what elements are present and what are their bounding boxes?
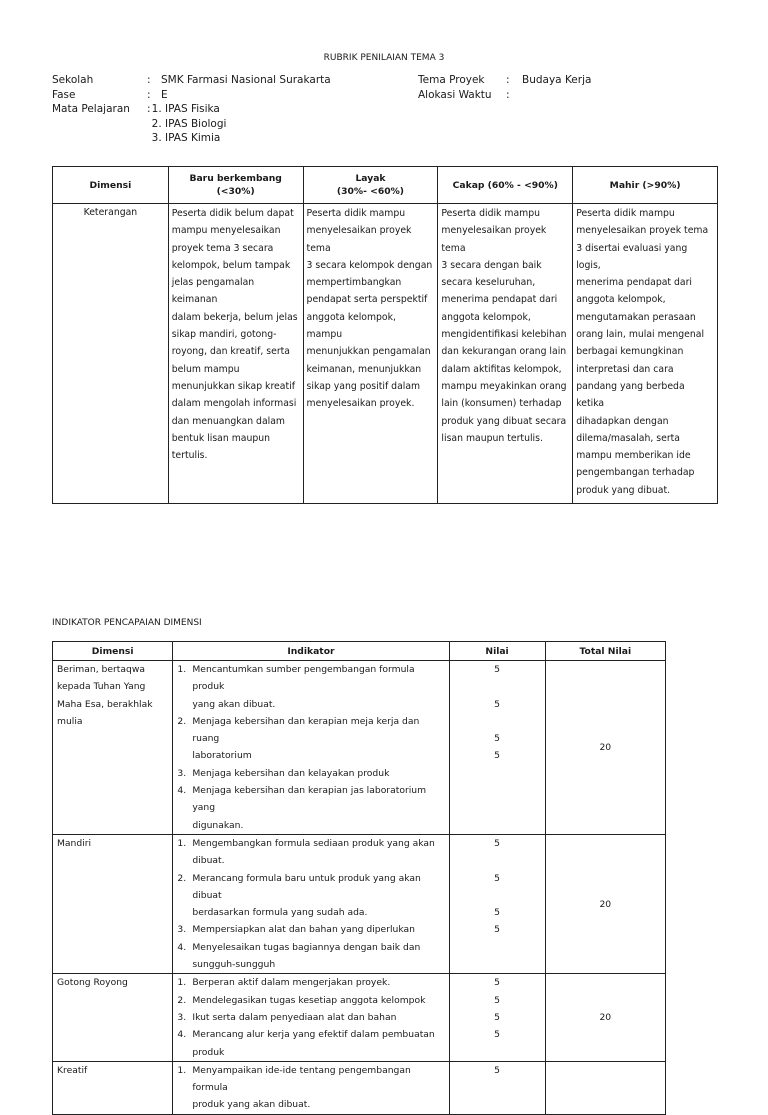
indicator-item-number: 2. (177, 872, 187, 884)
indicator-item-text: berdasarkan formula yang sudah ada. (192, 907, 368, 919)
indicator-item-value: 5 (494, 733, 500, 745)
cell-line: menyelesaikan proyek tema (306, 225, 412, 254)
indicator-list (173, 834, 449, 973)
indicator-item (173, 992, 445, 1009)
cell-line: kelompok, belum tampak (171, 259, 291, 271)
rubric-cell (573, 204, 718, 504)
indicator-item-number: 2. (177, 715, 187, 727)
info-row-mapel (52, 102, 382, 144)
indicator-item-value: 5 (494, 664, 500, 675)
indicator-item-text: dibuat. (192, 855, 225, 867)
colon: : (147, 88, 151, 101)
cell-line: mengidentifikasi kelebihan (441, 329, 567, 341)
rubric-header (303, 167, 438, 204)
dimension-line: Beriman, bertaqwa (57, 664, 145, 675)
indicator-item-text: digunakan. (192, 819, 244, 831)
indicator-item-text: produk (192, 1046, 225, 1058)
indicator-item-text: laboratorium (192, 750, 252, 762)
indicator-item-number: 1. (177, 664, 187, 675)
cell-line: 3 disertai evaluasi yang logis, (576, 242, 688, 271)
colon: : (506, 88, 510, 101)
value-spacer (450, 713, 545, 730)
indicator-item (173, 939, 445, 974)
info-row-alokasi (418, 88, 718, 103)
indicator-item-value: 5 (494, 698, 500, 710)
cell-line: pendapat serta perspektif (306, 294, 428, 306)
cell-line: keimanan, menunjukkan (306, 363, 422, 375)
indicator-header-row (53, 642, 666, 661)
rubric-cell (438, 204, 573, 504)
mapel-list (147, 102, 226, 146)
cell-line: pandang yang berbeda ketika (576, 380, 685, 410)
cell-line: produk yang dibuat. (576, 484, 671, 496)
indicator-item-text: Menjaga kebersihan dan kerapian jas laboratorium yang (192, 785, 427, 814)
info-row-tema (418, 73, 718, 88)
info-label: Alokasi Waktu (418, 88, 492, 101)
indicator-item-text: produk yang akan dibuat. (192, 1099, 311, 1111)
indicator-item (173, 661, 445, 713)
cell-line: Peserta didik mampu (441, 208, 540, 219)
indicator-values (449, 1061, 545, 1114)
rubric-cell (168, 204, 303, 504)
indicator-list (173, 661, 449, 835)
cell-line: royong, dan kreatif, serta (171, 346, 290, 358)
cell-line: menyelesaikan proyek tema (576, 225, 709, 237)
rubric-cell (303, 204, 438, 504)
info-label: Tema Proyek (418, 74, 485, 86)
value-spacer (450, 1079, 545, 1096)
indicator-total: 20 (545, 834, 665, 973)
rubric-header: Cakap (60% - <90%) (438, 167, 573, 204)
colon: : (147, 74, 151, 86)
rubric-row-label: Keterangan (53, 204, 169, 504)
indicator-total (545, 1061, 665, 1114)
cell-line: anggota kelompok, (441, 311, 531, 323)
indicator-item-text: Mempersiapkan alat dan bahan yang diperlukan (192, 924, 415, 936)
cell-line: Peserta didik belum dapat (171, 208, 294, 219)
rubric-header: Baru berkembang (<30%) (168, 167, 303, 204)
indicator-item-number: 4. (177, 941, 187, 953)
indicator-item-number: 3. (177, 924, 187, 936)
info-left (52, 73, 382, 144)
info-row-fase (52, 88, 382, 103)
cell-line: dan menuangkan dalam (171, 415, 285, 427)
indicator-dimension (53, 974, 173, 1061)
indicator-header: Dimensi (53, 642, 173, 661)
indicator-item-number: 1. (177, 977, 187, 989)
indicator-item-number: 3. (177, 767, 187, 779)
cell-line: Peserta didik mampu (576, 208, 675, 219)
info-label: Sekolah (52, 74, 94, 86)
cell-line: mempertimbangkan (306, 277, 402, 289)
indicator-header: Total Nilai (545, 642, 665, 661)
cell-line: menunjukkan pengamalan (306, 346, 431, 358)
mapel-item: 1. IPAS Fisika (165, 102, 226, 117)
indicator-item-value: 5 (494, 1064, 500, 1076)
dimension-line: Kreatif (57, 1064, 88, 1076)
indicator-item-value: 5 (494, 977, 500, 989)
rubric-header-line: Layak (355, 173, 386, 184)
indicator-item-text: Mencantumkan sumber pengembangan formula produk (192, 664, 415, 693)
indicator-values (449, 661, 545, 835)
indicator-item-number: 1. (177, 1064, 187, 1076)
cell-line: menunjukkan sikap kreatif (171, 380, 295, 392)
indicator-item (173, 870, 445, 922)
cell-line: belum mampu (171, 363, 240, 375)
indicator-item-value: 5 (494, 837, 500, 849)
value-spacer (450, 939, 545, 956)
cell-line: menyelesaikan proyek tema (441, 225, 547, 254)
value-spacer (450, 765, 545, 782)
cell-line: menerima pendapat dari (576, 277, 693, 289)
cell-line: berbagai kemungkinan (576, 346, 684, 358)
cell-line: dalam bekerja, belum jelas (171, 311, 298, 323)
cell-line: interpretasi dan cara (576, 363, 674, 375)
indicator-item-value: 5 (494, 872, 500, 884)
indicator-header: Nilai (449, 642, 545, 661)
cell-line: sikap yang positif dalam (306, 380, 421, 392)
indicator-item (173, 782, 445, 834)
value-spacer (450, 678, 545, 695)
indicator-list (173, 1061, 449, 1114)
cell-line: tertulis. (171, 450, 208, 462)
mapel-item: 3. IPAS Kimia (165, 131, 226, 146)
indicator-item-text: yang akan dibuat. (192, 698, 276, 710)
indicator-item-number: 2. (177, 994, 187, 1006)
indicator-item-value: 5 (494, 1029, 500, 1041)
colon: : (147, 103, 151, 115)
indicator-group-row (53, 834, 666, 973)
indicator-item-text: Menjaga kebersihan dan kelayakan produk (192, 767, 390, 779)
cell-line: anggota kelompok, (576, 294, 666, 306)
indicator-item-text: Mendelegasikan tugas kesetiap anggota kelompok (192, 994, 426, 1006)
indicator-item (173, 921, 445, 938)
indicator-item (173, 835, 445, 870)
info-label: Fase (52, 88, 76, 101)
indicator-dimension (53, 1061, 173, 1114)
indicator-values (449, 974, 545, 1061)
info-value: SMK Farmasi Nasional Surakarta (161, 74, 331, 86)
cell-line: menerima pendapat dari (441, 294, 558, 306)
rubric-header-line: (30%- <60%) (336, 186, 405, 197)
indicator-item (173, 974, 445, 991)
mapel-item: 2. IPAS Biologi (165, 117, 226, 132)
indicator-group-row (53, 1061, 666, 1114)
cell-line: secara keseluruhan, (441, 277, 536, 289)
colon: : (506, 74, 510, 86)
indicator-dimension (53, 661, 173, 835)
cell-line: Peserta didik mampu (306, 208, 406, 219)
indicator-table (52, 641, 666, 1115)
rubric-header: Mahir (>90%) (573, 167, 718, 204)
cell-line: mampu meyakinkan orang (441, 380, 567, 392)
indicator-item-text: Ikut serta dalam penyediaan alat dan bahan (192, 1011, 397, 1023)
dimension-line: kepada Tuhan Yang (57, 681, 146, 693)
cell-line: dalam aktifitas kelompok, (441, 363, 562, 375)
indicator-item-value: 5 (494, 750, 500, 762)
dimension-line: mulia (57, 715, 83, 727)
indicator-item-number: 4. (177, 785, 187, 797)
indicator-item-text: Menyampaikan ide-ide tentang pengembangan formula (192, 1064, 411, 1094)
value-spacer (450, 1044, 545, 1061)
info-value: E (161, 88, 168, 101)
indicator-group-row (53, 661, 666, 835)
indicator-group-row (53, 974, 666, 1061)
indicator-item-text: Berperan aktif dalam mengerjakan proyek. (192, 977, 391, 989)
cell-line: lisan maupun tertulis. (441, 432, 543, 444)
cell-line: pengembangan terhadap (576, 467, 695, 479)
cell-line: dan kekurangan orang lain (441, 346, 567, 358)
dimension-line: Mandiri (57, 837, 92, 849)
indicator-list (173, 974, 449, 1061)
cell-line: mampu menyelesaikan (171, 225, 281, 237)
indicator-item-text: Menyelesaikan tugas bagiannya dengan baik dan (192, 941, 421, 953)
value-spacer (450, 852, 545, 869)
indicator-item-text: Mengembangkan formula sediaan produk yang akan (192, 837, 435, 849)
indicator-item-text: Merancang formula baru untuk produk yang akan dibuat (192, 872, 421, 901)
value-spacer (450, 887, 545, 904)
cell-line: mampu memberikan ide (576, 450, 691, 462)
cell-line: mengutamakan perasaan (576, 311, 696, 323)
indicator-item-text: Merancang alur kerja yang efektif dalam pembuatan (192, 1029, 435, 1041)
dimension-line: Maha Esa, berakhlak (57, 698, 153, 710)
indicator-item-text: sungguh-sungguh (192, 959, 276, 971)
cell-line: anggota kelompok, mampu (306, 311, 396, 341)
indicator-item-number: 4. (177, 1029, 187, 1041)
info-right (418, 73, 718, 102)
cell-line: dilema/masalah, serta (576, 432, 680, 444)
cell-line: 3 secara kelompok dengan (306, 259, 433, 271)
rubric-row (53, 204, 718, 504)
indicator-item-value: 5 (494, 924, 500, 936)
indicator-section-title: INDIKATOR PENCAPAIAN DIMENSI (52, 618, 202, 628)
indicator-item-value: 5 (494, 994, 500, 1006)
indicator-item-value: 5 (494, 907, 500, 919)
cell-line: bentuk lisan maupun (171, 432, 271, 444)
indicator-item (173, 713, 445, 765)
cell-line: dalam mengolah informasi (171, 398, 297, 410)
indicator-total: 20 (545, 974, 665, 1061)
indicator-total: 20 (545, 661, 665, 835)
dimension-line: Gotong Royong (57, 977, 128, 989)
indicator-item-value: 5 (494, 1011, 500, 1023)
cell-line: dihadapkan dengan (576, 415, 669, 427)
indicator-dimension (53, 834, 173, 973)
cell-line: menyelesaikan proyek. (306, 398, 415, 410)
cell-line: jelas pengamalan keimanan (171, 277, 255, 306)
rubric-header: Dimensi (53, 167, 169, 204)
cell-line: produk yang dibuat secara (441, 415, 567, 427)
rubric-table (52, 166, 718, 504)
indicator-header: Indikator (173, 642, 449, 661)
indicator-item (173, 1062, 445, 1114)
document-title: RUBRIK PENILAIAN TEMA 3 (323, 53, 445, 63)
info-label: Mata Pelajaran (52, 103, 130, 115)
cell-line: orang lain, mulai mengenal (576, 329, 705, 341)
info-value: Budaya Kerja (522, 74, 592, 86)
cell-line: 3 secara dengan baik (441, 259, 542, 271)
cell-line: proyek tema 3 secara (171, 242, 274, 254)
indicator-item (173, 765, 445, 782)
indicator-values (449, 834, 545, 973)
rubric-header-row (53, 167, 718, 204)
indicator-item-text: Menjaga kebersihan dan kerapian meja kerja dan ruang (192, 715, 420, 745)
info-row-sekolah (52, 73, 382, 88)
indicator-item (173, 1026, 445, 1061)
indicator-item-number: 1. (177, 837, 187, 849)
cell-line: lain (konsumen) terhadap (441, 398, 562, 410)
cell-line: sikap mandiri, gotong- (171, 329, 277, 341)
indicator-item-number: 3. (177, 1011, 187, 1023)
